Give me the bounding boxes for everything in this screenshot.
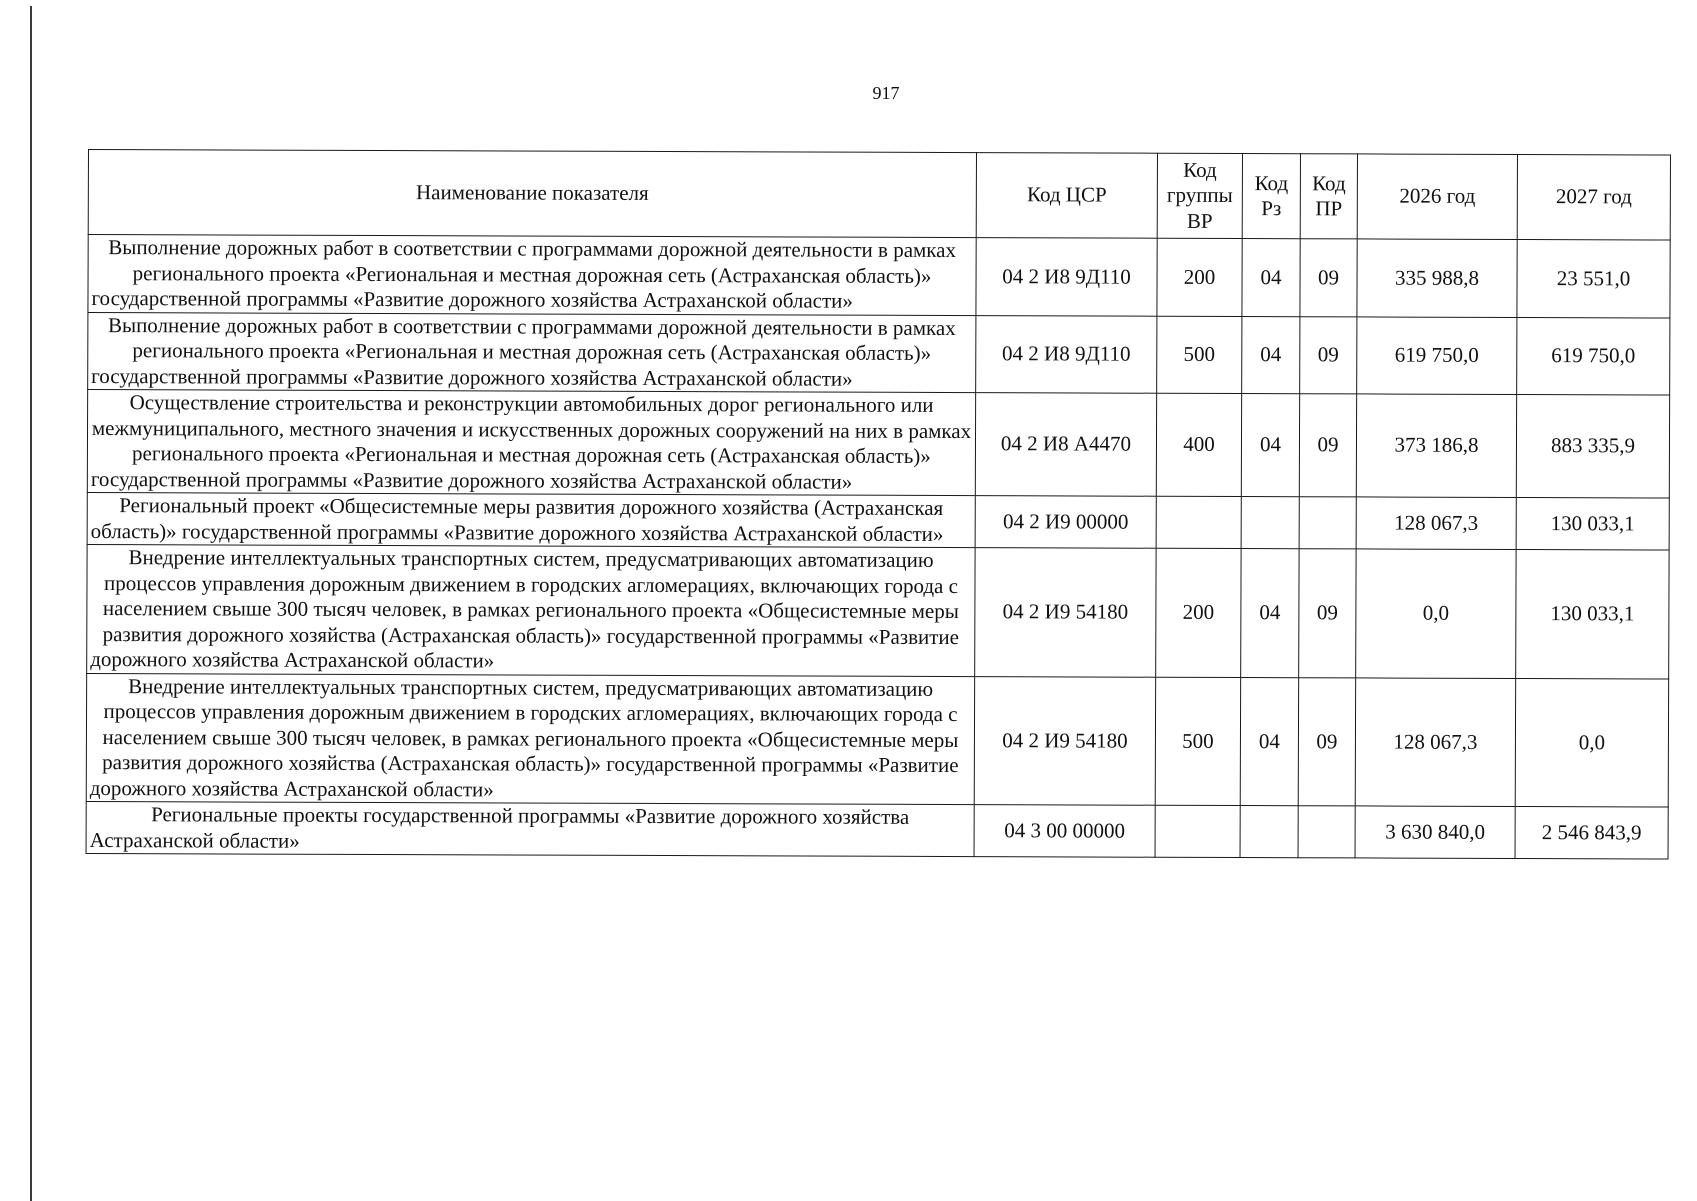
row-csr: 04 2 И9 54180 bbox=[974, 676, 1155, 805]
row-2027: 883 335,9 bbox=[1516, 394, 1669, 498]
row-2027: 2 546 843,9 bbox=[1515, 806, 1668, 859]
row-pr: 09 bbox=[1300, 239, 1357, 317]
row-vr bbox=[1156, 496, 1241, 548]
row-pr: 09 bbox=[1299, 549, 1356, 678]
row-csr: 04 2 И8 А4470 bbox=[975, 393, 1156, 497]
header-year-2026: 2026 год bbox=[1357, 154, 1517, 240]
row-rz bbox=[1241, 497, 1299, 549]
row-pr bbox=[1299, 497, 1356, 549]
row-2026: 128 067,3 bbox=[1356, 497, 1516, 550]
table-row bbox=[88, 312, 1670, 395]
row-pr: 09 bbox=[1298, 677, 1355, 806]
page-number: 917 bbox=[872, 83, 900, 103]
table-header bbox=[88, 150, 1670, 241]
row-pr: 09 bbox=[1299, 394, 1356, 497]
row-pr: 09 bbox=[1300, 316, 1357, 394]
row-2027: 23 551,0 bbox=[1517, 239, 1670, 317]
row-csr: 04 2 И8 9Д110 bbox=[976, 238, 1157, 316]
row-csr: 04 3 00 00000 bbox=[974, 805, 1155, 858]
row-name: Внедрение интеллектуальных транспортных систем, предусматривающих автоматизацию процессов управления дорожным движением в городских агломерациях, включающих города с населением свыше 300 тысяч человек, в рамках регионального проекта «Общесистемные меры развития дорожного хозяйства (Астраханская область)» государственной программы «Развитие дорожного хозяйства Астраханской области» bbox=[87, 544, 975, 676]
header-name: Наименование показателя bbox=[88, 150, 976, 238]
table-row bbox=[86, 801, 1668, 859]
binding-line bbox=[30, 6, 32, 1201]
header-year-2027: 2027 год bbox=[1517, 154, 1670, 240]
row-name: Выполнение дорожных работ в соответствии с программами дорожной деятельности в рамках регионального проекта «Региональная и местная дорожная сеть (Астраханская область)» государственной программы «Развитие дорожного хозяйства Астраханской области» bbox=[88, 312, 976, 393]
row-2027: 0,0 bbox=[1515, 678, 1668, 807]
row-2026: 128 067,3 bbox=[1355, 677, 1515, 806]
row-vr: 500 bbox=[1155, 677, 1240, 806]
row-rz: 04 bbox=[1242, 239, 1300, 317]
row-name: Региональный проект «Общесистемные меры развития дорожного хозяйства (Астраханская область)» государственной программы «Развитие дорожного хозяйства Астраханской области» bbox=[87, 492, 975, 547]
header-row bbox=[88, 150, 1670, 241]
row-rz: 04 bbox=[1241, 549, 1299, 678]
row-name: Осуществление строительства и реконструкции автомобильных дорог регионального или межмуниципального, местного значения и искусственных дорожных сооружений на них в рамках регионального проекта «Региональная и местная дорожная сеть (Астраханская область)» государственной программы «Развитие дорожного хозяйства Астраханской области» bbox=[87, 390, 975, 496]
row-rz bbox=[1240, 806, 1298, 858]
row-rz: 04 bbox=[1242, 316, 1300, 394]
table-body bbox=[86, 235, 1670, 860]
row-name: Выполнение дорожных работ в соответствии с программами дорожной деятельности в рамках регионального проекта «Региональная и местная дорожная сеть (Астраханская область)» государственной программы «Развитие дорожного хозяйства Астраханской области» bbox=[88, 235, 976, 316]
row-2026: 335 988,8 bbox=[1357, 239, 1517, 317]
row-name: Региональные проекты государственной программы «Развитие дорожного хозяйства Астраханской области» bbox=[86, 801, 974, 856]
row-vr: 200 bbox=[1156, 548, 1241, 677]
row-2027: 130 033,1 bbox=[1516, 549, 1669, 678]
row-csr: 04 2 И9 00000 bbox=[975, 496, 1156, 549]
header-vr: Код группы ВР bbox=[1157, 153, 1242, 238]
table-row bbox=[87, 390, 1669, 499]
row-pr bbox=[1298, 806, 1355, 858]
row-2026: 0,0 bbox=[1356, 549, 1516, 678]
budget-table bbox=[86, 149, 1671, 860]
table-row bbox=[87, 544, 1669, 678]
row-2027: 130 033,1 bbox=[1516, 497, 1669, 550]
table-row bbox=[87, 492, 1669, 550]
row-rz: 04 bbox=[1240, 677, 1298, 806]
table-row bbox=[86, 673, 1668, 807]
header-pr: Код ПР bbox=[1300, 154, 1357, 239]
table-row bbox=[88, 235, 1670, 318]
row-rz: 04 bbox=[1241, 394, 1299, 497]
header-csr: Код ЦСР bbox=[976, 153, 1157, 239]
row-csr: 04 2 И8 9Д110 bbox=[976, 315, 1157, 393]
row-2026: 373 186,8 bbox=[1356, 394, 1516, 498]
row-name: Внедрение интеллектуальных транспортных систем, предусматривающих автоматизацию процессов управления дорожным движением в городских агломерациях, включающих города с населением свыше 300 тысяч человек, в рамках регионального проекта «Общесистемные меры развития дорожного хозяйства (Астраханская область)» государственной программы «Развитие дорожного хозяйства Астраханской области» bbox=[86, 673, 974, 805]
row-vr: 500 bbox=[1157, 316, 1242, 394]
row-vr: 200 bbox=[1157, 238, 1242, 316]
row-csr: 04 2 И9 54180 bbox=[975, 548, 1156, 677]
row-2026: 3 630 840,0 bbox=[1355, 806, 1515, 859]
row-vr bbox=[1155, 805, 1240, 857]
row-2026: 619 750,0 bbox=[1357, 316, 1517, 394]
row-vr: 400 bbox=[1156, 393, 1241, 496]
row-2027: 619 750,0 bbox=[1517, 317, 1670, 395]
header-rz: Код Рз bbox=[1242, 154, 1300, 239]
